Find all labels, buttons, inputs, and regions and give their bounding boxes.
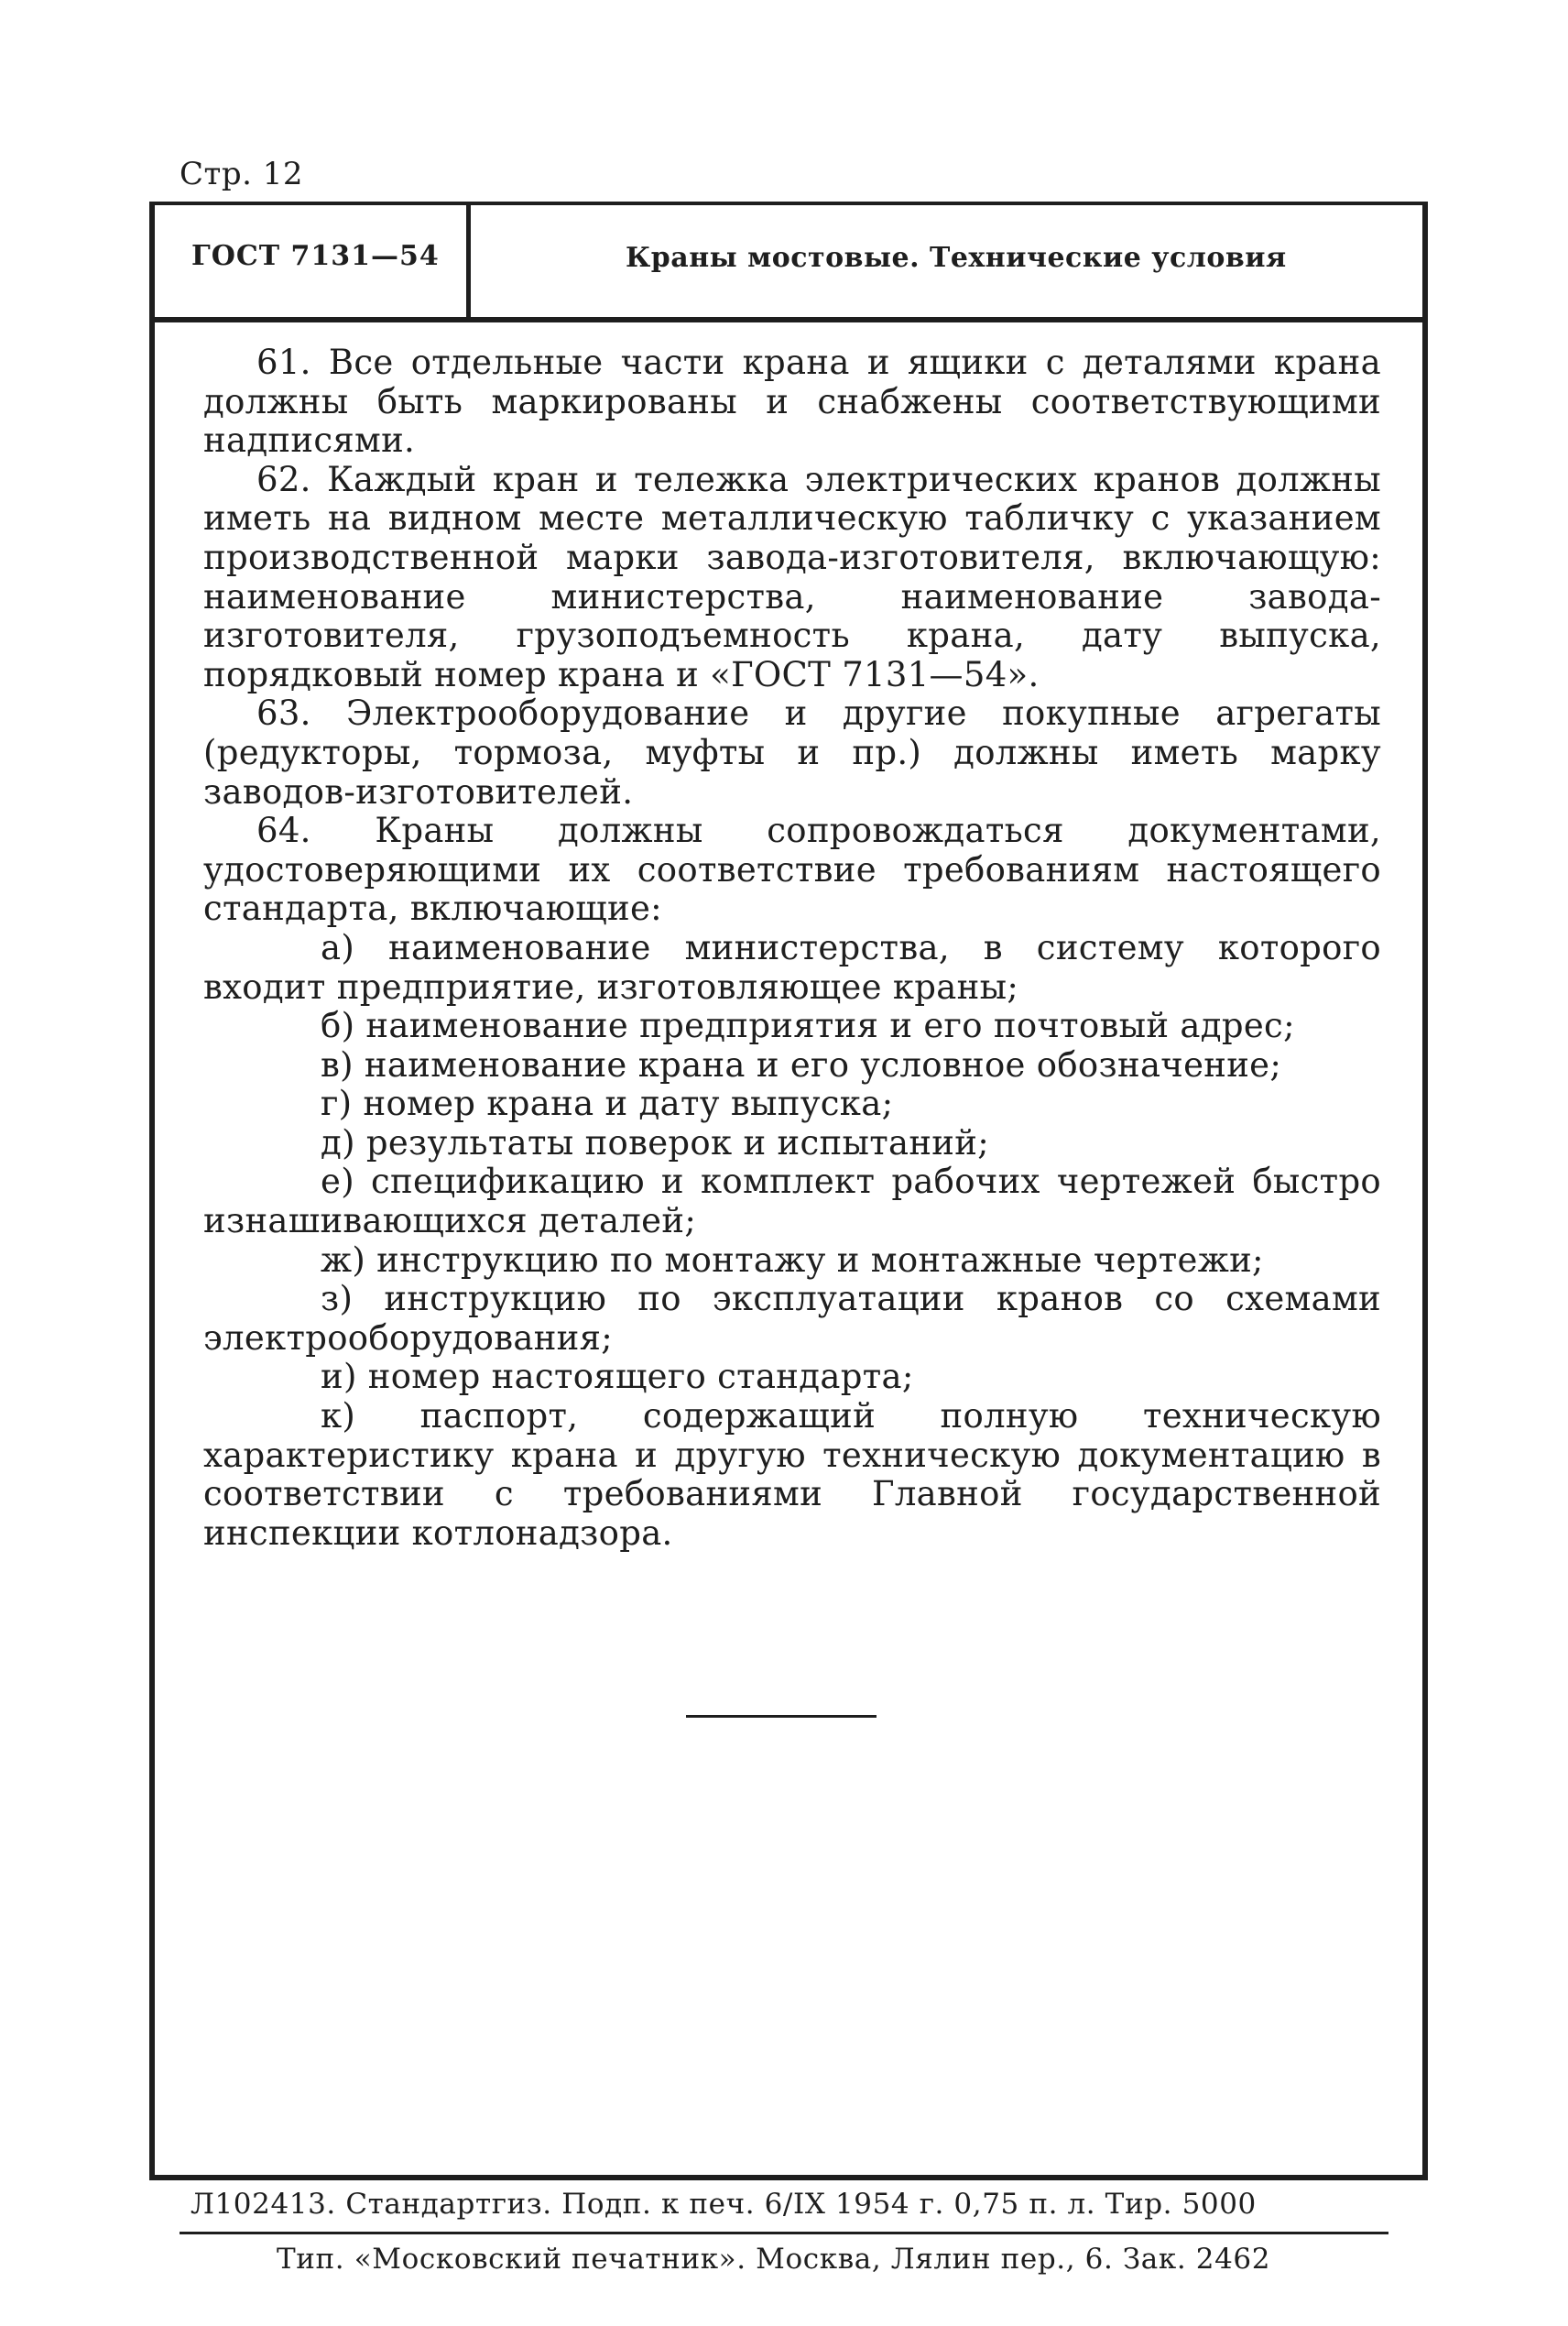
- list-item-a: а) наименование министерства, в систему которого входит предприятие, изготовляющее краны;: [203, 927, 1381, 1007]
- clause-62: 62. Каждый кран и тележка электрических кранов должны иметь на видном месте металлическую табличку с указанием производственной марки завода-изготовителя, включающую: наименование министерства, наименование завода-изготовителя, грузоподъемность крана, дату выпуска, порядковый номер крана и «ГОСТ 7131—54».: [203, 459, 1381, 694]
- body-text: [203, 344, 1381, 1553]
- frame-left-line: [149, 313, 155, 2177]
- header-table: [149, 202, 1428, 322]
- clause-61: 61. Все отдельные части крана и ящики с деталями крана должны быть маркированы и снабжены соответствующими надписями.: [203, 343, 1381, 461]
- standard-title: Краны мостовые. Технические условия: [626, 242, 1287, 274]
- list-item-z: з) инструкцию по эксплуатации кранов со схемами электрооборудования;: [203, 1279, 1381, 1358]
- imprint-divider: [180, 2232, 1388, 2234]
- list-item-zh: ж) инструкцию по монтажу и монтажные чертежи;: [321, 1239, 1264, 1280]
- frame-bottom-line: [149, 2175, 1428, 2180]
- list-item-v: в) наименование крана и его условное обозначение;: [321, 1044, 1282, 1085]
- list-item-k: к) паспорт, содержащий полную техническую характеристику крана и другую техническую документацию в соответствии с требованиями Главной государственной инспекции котлонадзора.: [203, 1396, 1381, 1553]
- standard-code: ГОСТ 7131—54: [191, 240, 440, 272]
- imprint-line-1: Л102413. Стандартгиз. Подп. к печ. 6/IX 1954 г. 0,75 п. л. Тир. 5000: [191, 2188, 1257, 2221]
- header-standard-cell: [149, 205, 471, 317]
- page-number: Стр. 12: [180, 156, 303, 192]
- list-item-b: б) наименование предприятия и его почтовый адрес;: [321, 1006, 1295, 1046]
- imprint-line-2: Тип. «Московский печатник». Москва, Лялин пер., 6. Зак. 2462: [277, 2243, 1271, 2276]
- clause-63: 63. Электрооборудование и другие покупные агрегаты (редукторы, тормоза, муфты и пр.) должны иметь марку заводов-изготовителей.: [203, 693, 1381, 812]
- list-item-g: г) номер крана и дату выпуска;: [321, 1084, 894, 1124]
- list-item-d: д) результаты поверок и испытаний;: [321, 1122, 989, 1163]
- list-item-e: е) спецификацию и комплект рабочих чертежей быстро изнашивающихся деталей;: [203, 1162, 1381, 1241]
- list-item-i: и) номер настоящего стандарта;: [321, 1357, 914, 1397]
- clause-64: 64. Краны должны сопровождаться документами, удостоверяющими их соответствие требованиям настоящего стандарта, включающие:: [203, 811, 1381, 929]
- frame-right-line: [1422, 202, 1428, 2177]
- end-of-text-rule: [686, 1715, 877, 1718]
